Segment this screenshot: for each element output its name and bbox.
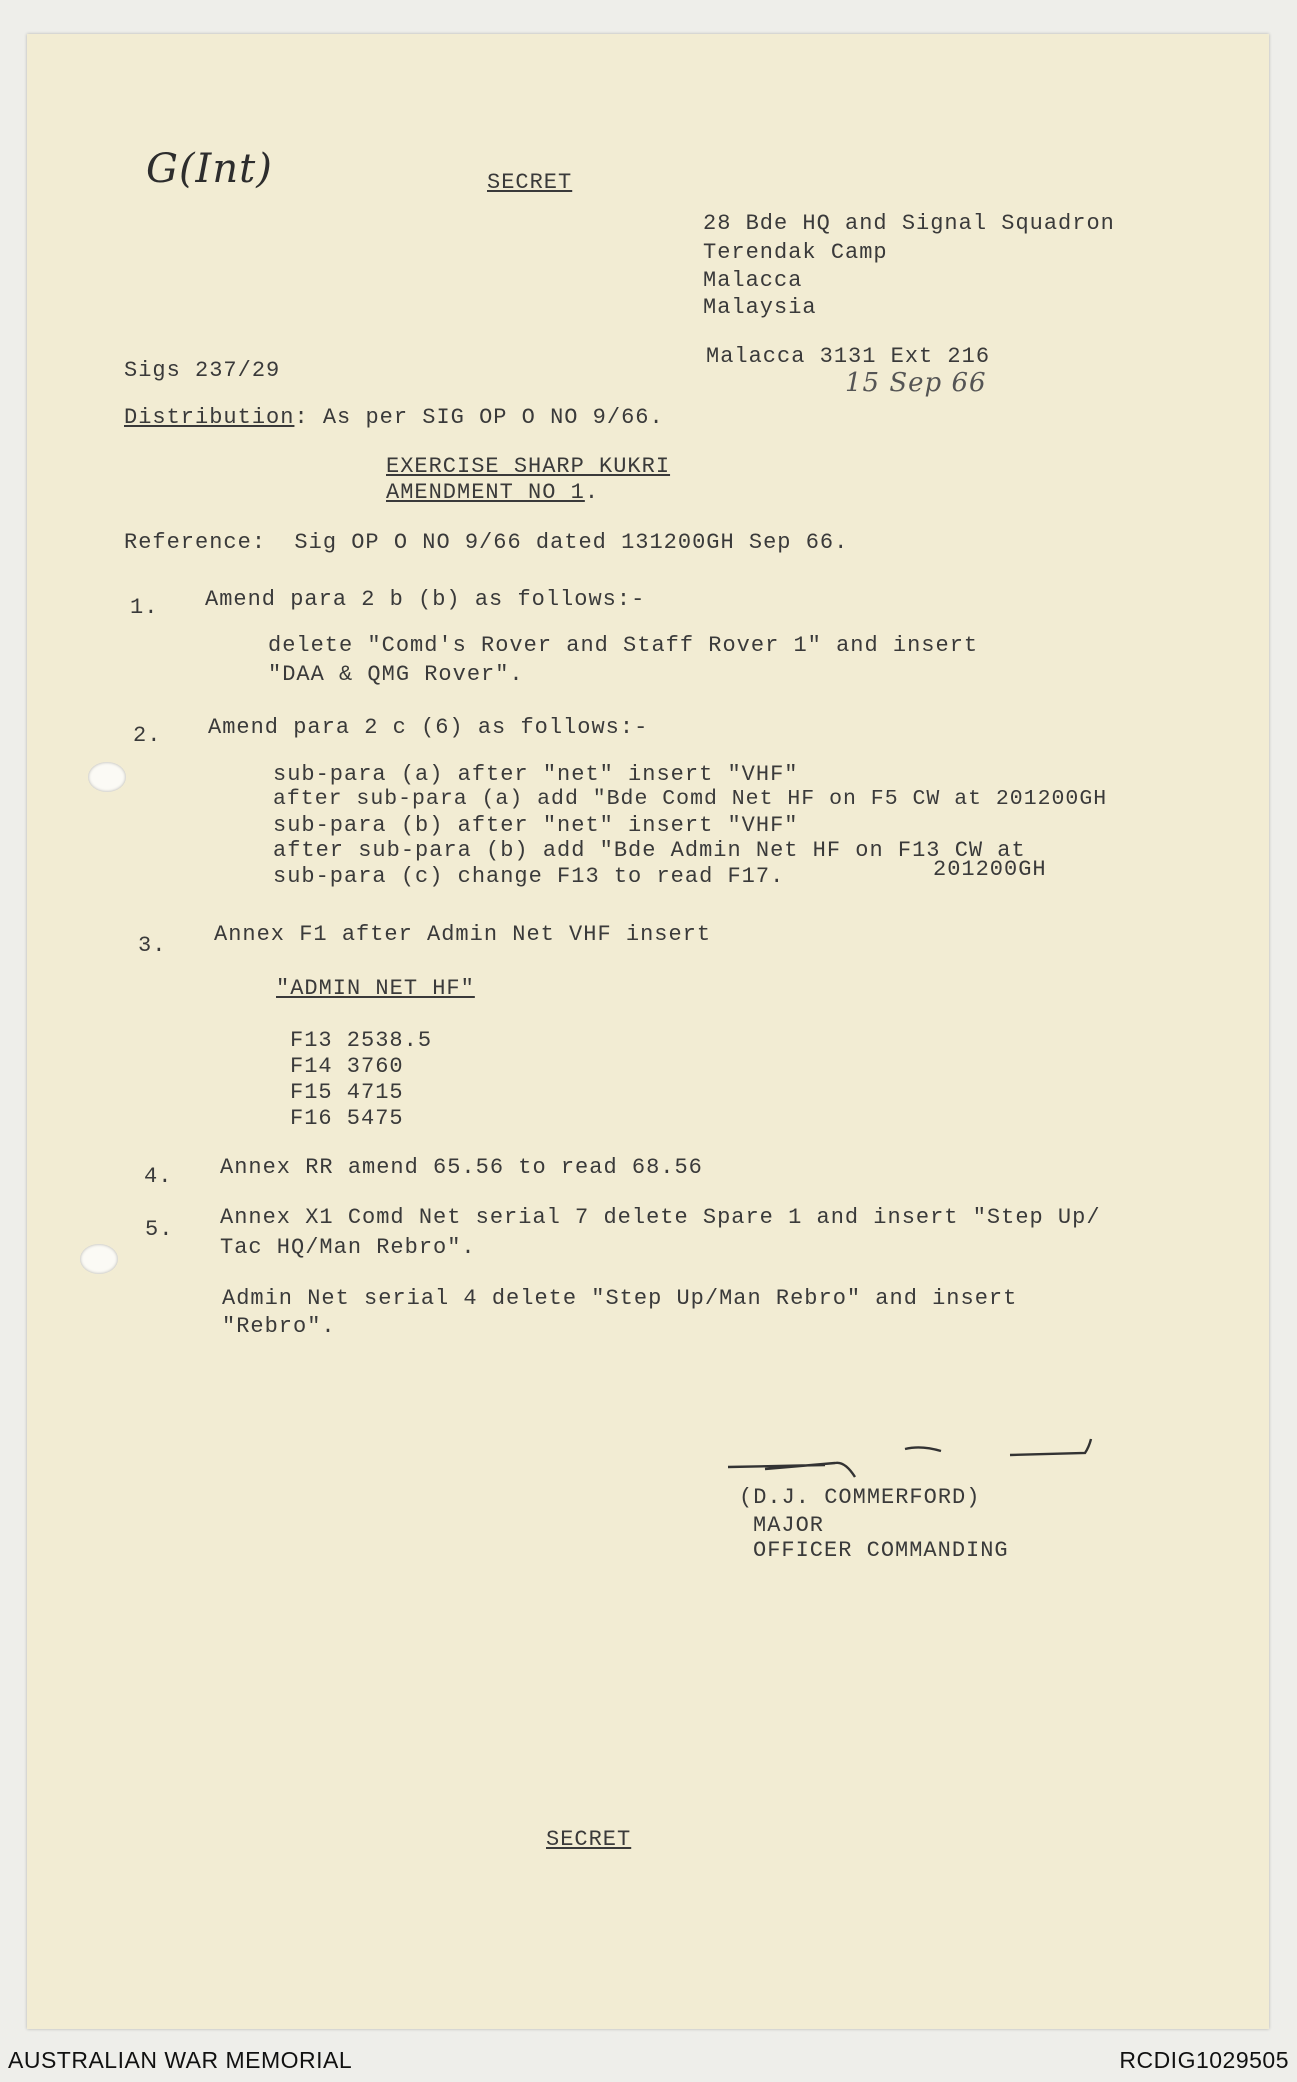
para-subheading: "ADMIN NET HF" — [276, 976, 475, 1001]
punch-hole — [88, 762, 126, 792]
para-line: "DAA & QMG Rover". — [268, 662, 524, 687]
signatory-role: OFFICER COMMANDING — [753, 1538, 1009, 1563]
para-heading: Amend para 2 c (6) as follows:- — [208, 715, 649, 740]
file-reference: Sigs 237/29 — [124, 358, 281, 383]
address-line: Malacca — [703, 268, 803, 293]
signatory-rank: MAJOR — [753, 1513, 825, 1538]
para-number: 1. — [130, 595, 159, 620]
para-line: delete "Comd's Rover and Staff Rover 1" and insert — [268, 633, 979, 658]
phone-extension: Malacca 3131 Ext 216 — [706, 344, 991, 369]
exercise-title: EXERCISE SHARP KUKRI — [386, 454, 671, 479]
frequency-entry: F15 4715 — [290, 1080, 404, 1105]
footer-catalog-id: RCDIG1029505 — [1119, 2047, 1289, 2073]
para-line: Admin Net serial 4 delete "Step Up/Man Rebro" and insert — [222, 1286, 1018, 1311]
classification-bottom: SECRET — [546, 1827, 632, 1852]
distribution — [124, 405, 664, 430]
address-line: 28 Bde HQ and Signal Squadron — [703, 211, 1115, 236]
distribution-label: Distribution — [124, 405, 295, 430]
classification-top: SECRET — [487, 170, 573, 195]
handwritten-note: G(Int) — [146, 146, 273, 192]
document-page — [27, 34, 1269, 2029]
para-line: "Rebro". — [222, 1314, 336, 1339]
address-line: Malaysia — [703, 295, 817, 320]
reference-line: Reference: Sig OP O NO 9/66 dated 131200GH Sep 66. — [124, 530, 849, 555]
para-number: 5. — [145, 1217, 174, 1242]
para-line: Tac HQ/Man Rebro". — [220, 1235, 476, 1260]
para-number: 2. — [133, 723, 162, 748]
frequency-entry: F13 2538.5 — [290, 1028, 433, 1053]
para-heading: Annex X1 Comd Net serial 7 delete Spare 1 and insert "Step Up/ — [220, 1205, 1101, 1230]
para-line: sub-para (b) after "net" insert "VHF" — [273, 813, 799, 838]
frequency-entry: F14 3760 — [290, 1054, 404, 1079]
para-number: 3. — [138, 933, 167, 958]
address-line: Terendak Camp — [703, 240, 888, 265]
amendment-number: AMENDMENT NO 1 — [386, 480, 585, 505]
signatory-name: (D.J. COMMERFORD) — [739, 1485, 981, 1510]
para-line-tail: 201200GH — [933, 857, 1047, 882]
para-heading: Annex F1 after Admin Net VHF insert — [214, 922, 712, 947]
para-line: sub-para (a) after "net" insert "VHF" — [273, 762, 799, 787]
para-line: sub-para (c) change F13 to read F17. — [273, 864, 785, 889]
para-number: 4. — [144, 1164, 173, 1189]
amendment-title — [386, 480, 599, 505]
para-line: after sub-para (a) add "Bde Comd Net HF on F5 CW at 201200GH — [273, 787, 1108, 811]
signature-scrawl — [725, 1435, 1105, 1485]
handwritten-date: 15 Sep 66 — [845, 368, 987, 398]
punch-hole — [80, 1244, 118, 1274]
para-heading: Annex RR amend 65.56 to read 68.56 — [220, 1155, 703, 1180]
para-line: after sub-para (b) add "Bde Admin Net HF on F13 CW at — [273, 838, 1026, 863]
frequency-entry: F16 5475 — [290, 1106, 404, 1131]
amendment-period: . — [584, 480, 600, 505]
distribution-text: : As per SIG OP O NO 9/66. — [294, 405, 664, 430]
para-heading: Amend para 2 b (b) as follows:- — [205, 587, 646, 612]
footer-source: AUSTRALIAN WAR MEMORIAL — [8, 2047, 353, 2073]
